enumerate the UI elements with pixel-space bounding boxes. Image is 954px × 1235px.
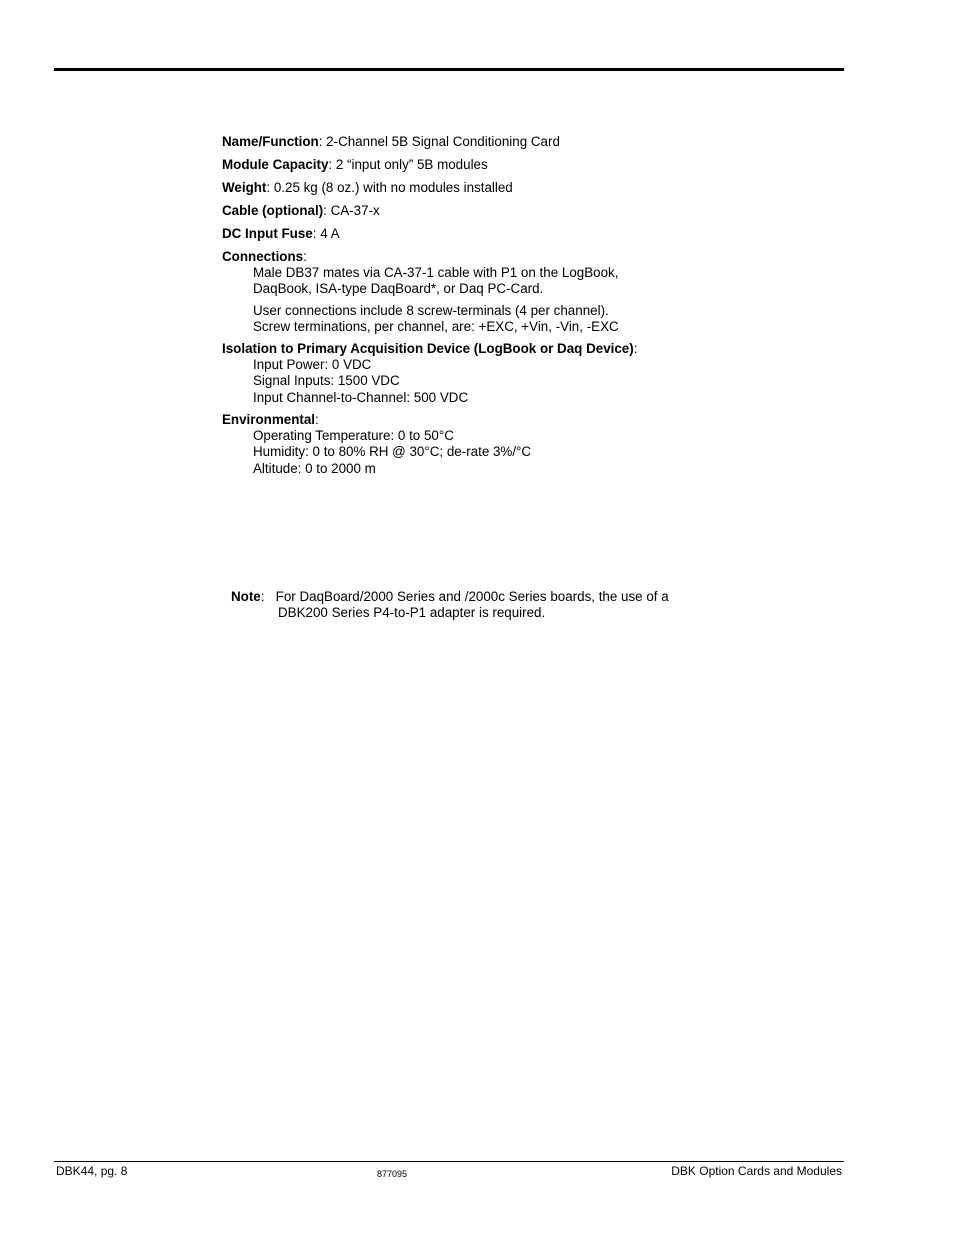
spec-value: : 2 “input only” 5B modules — [328, 157, 488, 172]
spec-isolation — [222, 341, 822, 406]
spec-line: DaqBook, ISA-type DaqBoard*, or Daq PC-Card. — [253, 281, 544, 297]
spec-line: Input Power: 0 VDC — [253, 357, 372, 373]
spec-dc-fuse — [222, 226, 822, 242]
spec-suffix: : — [303, 249, 307, 264]
spec-label: Isolation to Primary Acquisition Device (LogBook or Daq Device) — [222, 341, 634, 357]
spec-line: Screw terminations, per channel, are: +EXC, +Vin, -Vin, -EXC — [253, 318, 619, 334]
footer-manual-title: DBK Option Cards and Modules — [671, 1164, 842, 1178]
spec-value: : 2-Channel 5B Signal Conditioning Card — [318, 134, 560, 149]
footer-page-number: DBK44, pg. 8 — [56, 1164, 128, 1178]
spec-label: Cable (optional) — [222, 203, 324, 218]
spec-cable — [222, 203, 822, 219]
spec-line: Signal Inputs: 1500 VDC — [253, 373, 400, 389]
footer-doc-number: 877095 — [377, 1169, 408, 1179]
specifications-list — [222, 134, 822, 483]
note-text: : For DaqBoard/2000 Series and /2000c Series boards, the use of a — [260, 589, 669, 604]
spec-connections — [222, 249, 822, 335]
spec-label: Module Capacity — [222, 157, 329, 172]
spec-suffix: : — [315, 412, 319, 428]
spec-line: Operating Temperature: 0 to 50°C — [253, 428, 454, 444]
spec-label: Name/Function — [222, 134, 319, 149]
note-block — [231, 589, 751, 622]
note-text-continued: DBK200 Series P4-to-P1 adapter is required. — [278, 605, 546, 621]
spec-label: Environmental — [222, 412, 316, 428]
footer-rule — [54, 1161, 844, 1162]
spec-value: : 0.25 kg (8 oz.) with no modules installed — [266, 180, 513, 195]
spec-line: User connections include 8 screw-terminals (4 per channel). — [253, 302, 609, 318]
spec-line: Humidity: 0 to 80% RH @ 30°C; de-rate 3%/°C — [253, 444, 532, 460]
spec-label: Weight — [222, 180, 267, 195]
spec-line: Altitude: 0 to 2000 m — [253, 460, 376, 476]
spec-value: : 4 A — [312, 226, 340, 241]
spec-environmental — [222, 412, 822, 477]
spec-module-capacity — [222, 157, 822, 173]
spec-name-function — [222, 134, 822, 150]
spec-label: Connections — [222, 249, 304, 264]
header-rule — [54, 68, 844, 71]
note-label: Note — [231, 589, 261, 604]
spec-value: : CA-37-x — [323, 203, 380, 218]
spec-suffix: : — [633, 341, 638, 357]
spec-line: Input Channel-to-Channel: 500 VDC — [253, 389, 469, 405]
spec-label: DC Input Fuse — [222, 226, 313, 241]
spec-line: Male DB37 mates via CA-37-1 cable with P1 on the LogBook, — [253, 265, 619, 280]
spec-weight — [222, 180, 822, 196]
